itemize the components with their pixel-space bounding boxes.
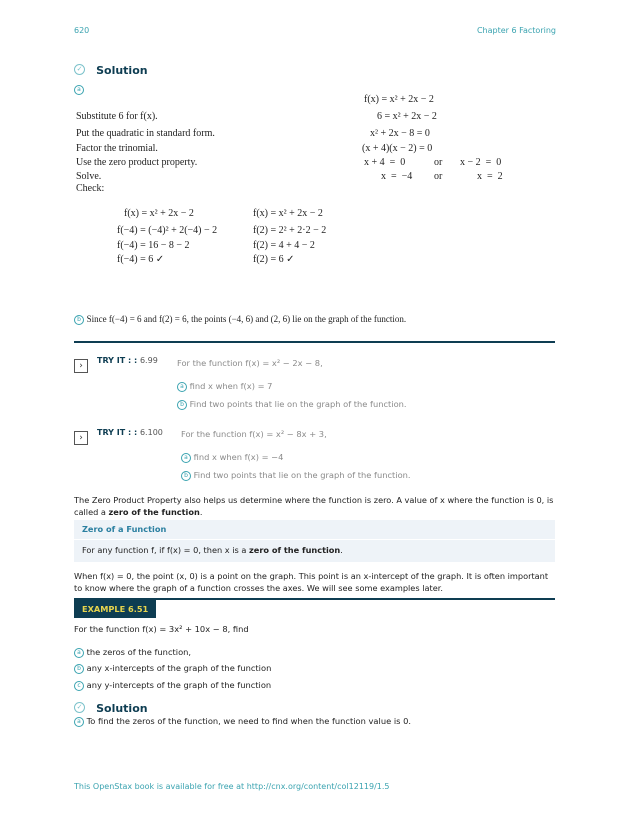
check-left-line: f(−4) = (−4)² + 2(−4) − 2	[117, 225, 218, 236]
example-item-b: b any x-intercepts of the graph of the function	[74, 663, 271, 674]
or-word: or	[434, 157, 443, 168]
definition-title: Zero of a Function	[74, 520, 555, 540]
try-part-b: b Find two points that lie on the graph of the function.	[181, 470, 411, 481]
step-expr-b: x − 2 = 0	[460, 157, 502, 168]
check-right-line: f(2) = 2² + 2·2 − 2	[253, 225, 327, 236]
check-left-line: f(x) = x² + 2x − 2	[124, 208, 194, 219]
step-expr: x² + 2x − 8 = 0	[370, 128, 430, 139]
part-b-marker: b	[74, 315, 84, 325]
try-it-699	[74, 353, 88, 373]
step-expr: f(x) = x² + 2x − 2	[364, 94, 434, 105]
step-expr-a: x + 4 = 0	[364, 157, 406, 168]
try-prompt: For the function f(x) = x² − 8x + 3,	[181, 429, 327, 439]
part-b-row	[74, 314, 406, 325]
step-label: Substitute 6 for f(x).	[76, 111, 158, 122]
check-left-line: f(−4) = 16 − 8 − 2	[117, 240, 190, 251]
try-it-6100	[74, 425, 88, 445]
part-b-text: Since f(−4) = 6 and f(2) = 6, the points (−4, 6) and (2, 6) lie on the graph of the function.	[86, 314, 407, 324]
chapter-title: Chapter 6 Factoring	[476, 26, 556, 35]
try-part-b: b Find two points that lie on the graph of the function.	[177, 399, 407, 410]
or-word: or	[434, 171, 443, 182]
zero-paragraph: The Zero Product Property also helps us determine where the function is zero. A value of x where the function is 0, is called a zero of the function.	[74, 495, 554, 517]
check-left-line: f(−4) = 6 ✓	[117, 254, 165, 265]
solution-heading	[74, 59, 148, 78]
solution-title: Solution	[96, 64, 148, 77]
definition-box	[74, 520, 555, 562]
expand-chevron-icon[interactable]: ›	[74, 431, 88, 445]
definition-body: For any function f, if f(x) = 0, then x is a zero of the function.	[82, 545, 343, 555]
step-label: Factor the trinomial.	[76, 143, 158, 154]
step-expr: 6 = x² + 2x − 2	[377, 111, 437, 122]
when-paragraph: When f(x) = 0, the point (x, 0) is a point on the graph. This point is an x-intercept of the graph. It is often important to know where the graph of a function crosses the axes. We will see some examples later.	[74, 571, 549, 593]
try-part-a: a find x when f(x) = 7	[177, 381, 272, 392]
check-right-line: f(2) = 4 + 4 − 2	[253, 240, 315, 251]
step-expr-b: x = 2	[477, 171, 503, 182]
try-prompt: For the function f(x) = x² − 2x − 8,	[177, 358, 323, 368]
solution2-title: Solution	[96, 702, 148, 715]
try-it-label: TRY IT : : 6.100	[97, 428, 163, 437]
example-item-a: a the zeros of the function,	[74, 647, 191, 658]
solution2-part-a: a To find the zeros of the function, we need to find when the function value is 0.	[74, 716, 411, 727]
page-number: 620	[74, 26, 90, 35]
step-label: Solve.	[76, 171, 102, 182]
check-right-line: f(x) = x² + 2x − 2	[253, 208, 323, 219]
step-label: Put the quadratic in standard form.	[76, 128, 215, 139]
footer-text: This OpenStax book is available for free at http://cnx.org/content/col12119/1.5	[74, 782, 390, 791]
example-badge: EXAMPLE 6.51	[74, 600, 156, 618]
try-it-label: TRY IT : : 6.99	[97, 356, 158, 365]
step-label: Use the zero product property.	[76, 157, 198, 168]
step-expr: (x + 4)(x − 2) = 0	[362, 143, 433, 154]
check-right-line: f(2) = 6 ✓	[253, 254, 295, 265]
example-prompt: For the function f(x) = 3x² + 10x − 8, find	[74, 624, 249, 634]
expand-chevron-icon[interactable]: ›	[74, 359, 88, 373]
example-item-c: c any y-intercepts of the graph of the function	[74, 680, 271, 691]
try-part-a: a find x when f(x) = −4	[181, 452, 283, 463]
section-divider	[74, 341, 555, 343]
checkmark-icon: ✓	[74, 702, 85, 713]
checkmark-icon: ✓	[74, 64, 85, 75]
step-expr-a: x = −4	[381, 171, 413, 182]
part-a-marker: a	[74, 85, 84, 95]
step-label: Check:	[76, 183, 105, 194]
solution2-heading	[74, 697, 148, 716]
